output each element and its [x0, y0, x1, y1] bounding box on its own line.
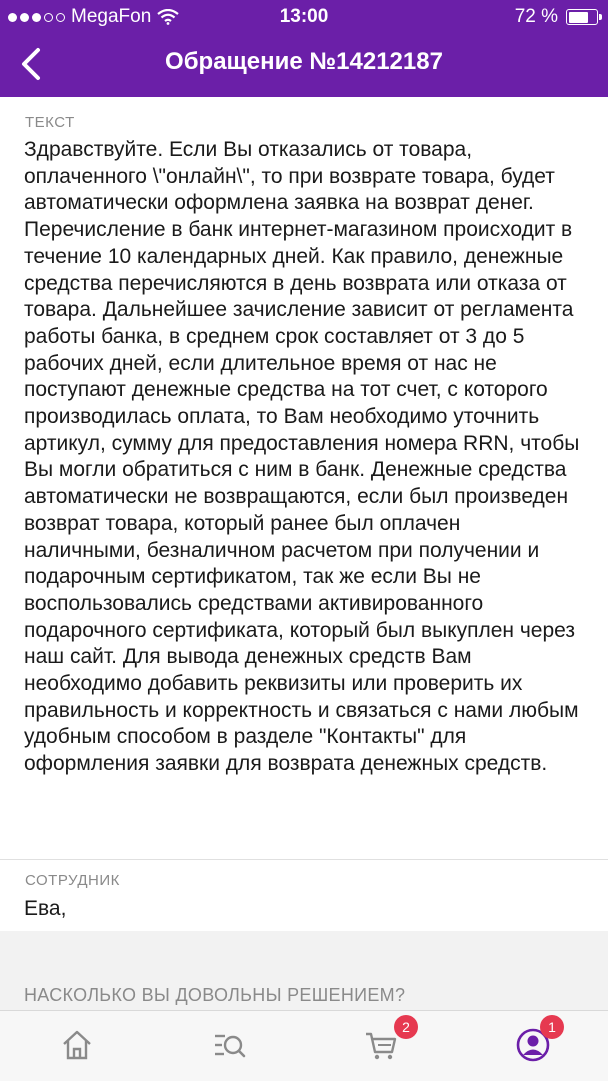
- divider: [0, 859, 608, 860]
- tab-profile[interactable]: [508, 1021, 558, 1071]
- tab-catalog[interactable]: [204, 1021, 254, 1071]
- profile-badge: 1: [540, 1015, 564, 1039]
- catalog-search-icon: [211, 1027, 247, 1063]
- message-text: Здравствуйте. Если Вы отказались от товара, оплаченного \"онлайн\", то при возврате товара, будет автоматически оформлена заявка на возврат денег. Перечисление в банк интернет-магазином происходит в течение 10 календарных дней. Как правило, денежные средства перечисляются в день возврата или отказа от товара. Дальнейшее зачисление зависит от регламента работы банка, в среднем срок составляет от 3 до 5 рабочих дней, если длительное время от нас не поступают денежные средства на тот счет, с которого производилась оплата, то Вам необходимо уточнить артикул, сумму для предоставления номера RRN, чтобы Вы могли обратиться с ним в банк. Денежные средства автоматически не возвращаются, если был произведен возврат товара, который ранее был оплачен наличными, безналичном расчетом при получении и подарочным сертификатом, так же если Вы не воспользовались средствами активированного подарочного сертификата, который был выкуплен через наш сайт. Для вывода денежных средств Вам необходимо добавить реквизиты или проверить их правильность и корректность и связаться с нами любым удобным способом в разделе "Контакты" для оформления заявки для возврата денежных средств.: [24, 138, 580, 776]
- message-label: ТЕКСТ: [25, 114, 75, 131]
- battery-icon: [566, 9, 598, 25]
- nav-bar: [0, 34, 608, 97]
- page-title: Обращение №14212187: [165, 48, 443, 75]
- rating-question: НАСКОЛЬКО ВЫ ДОВОЛЬНЫ РЕШЕНИЕМ?: [24, 985, 406, 1005]
- tab-cart[interactable]: [356, 1019, 410, 1071]
- home-icon: [59, 1027, 95, 1063]
- top-bar: [0, 0, 608, 97]
- status-bar: [0, 0, 608, 34]
- employee-name: Ева,: [24, 897, 67, 920]
- clock: 13:00: [279, 6, 329, 27]
- tab-bar: [0, 1010, 608, 1081]
- cart-icon: [363, 1027, 399, 1063]
- battery-percent: 72 %: [514, 6, 558, 27]
- employee-label: СОТРУДНИК: [25, 872, 120, 889]
- battery-group: [515, 6, 598, 28]
- cart-badge: 2: [394, 1015, 418, 1039]
- tab-home[interactable]: [52, 1021, 102, 1071]
- carrier-name: MegaFon: [71, 6, 152, 27]
